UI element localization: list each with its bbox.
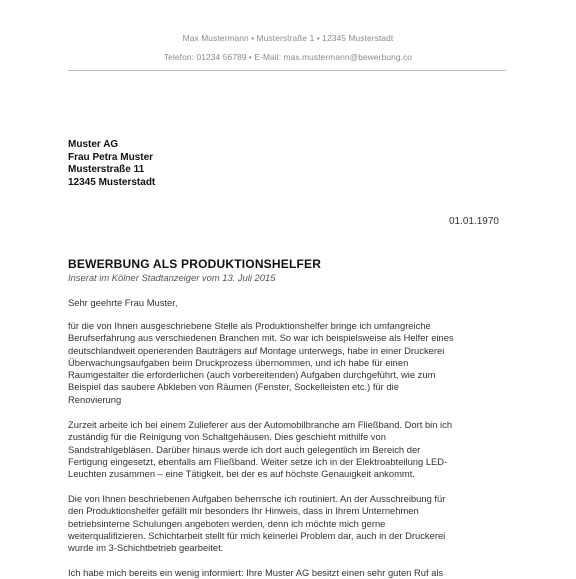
salutation: Sehr geehrte Frau Muster,	[68, 297, 178, 308]
recipient-address	[68, 139, 155, 189]
recipient-city: 12345 Musterstadt	[68, 176, 156, 188]
letter-subject: BEWERBUNG ALS PRODUKTIONSHELFER	[68, 257, 322, 271]
body-paragraph-1	[68, 320, 508, 406]
sender-line-address: Max Mustermann • Musterstraße 1 • 12345 Musterstadt	[182, 33, 394, 43]
header-divider	[68, 70, 506, 71]
paragraph-line: für die von Ihnen ausgeschriebene Stelle als Produktionshelfer bringe ich umfangreiche	[68, 320, 431, 331]
job-ad-reference: Inserat im Kölner Stadtanzeiger vom 13. Juli 2015	[68, 272, 276, 283]
paragraph-line: betriebsinterne Schulungen angeboten werden, denn ich möchte mich gerne	[68, 517, 386, 529]
paragraph-line: deutschlandweit operierenden Bauträgers auf Montage unterwegs, habe in einer Druckerei	[68, 344, 445, 356]
paragraph-line: Renovierung	[68, 393, 122, 405]
sender-line-contact: Telefon: 01234 56789 • E-Mail: max.mustermann@bewerbung.co	[163, 52, 413, 62]
body-paragraph-4	[68, 567, 508, 579]
paragraph-line: weiterqualifizieren. Schichtarbeit stellt für mich keinerlei Problem dar, auch in der Druckerei	[68, 529, 446, 541]
paragraph-line: Leuchten zusammen – eine Tätigkeit, bei der es auf höchste Genauigkeit ankommt.	[68, 468, 415, 480]
paragraph-line: Zurzeit arbeite ich bei einem Zulieferer aus der Automobilbranche am Fließband. Dort bin ich	[68, 419, 453, 430]
paragraph-line: den Produktionshelfer gefällt mir besonders Ihr Hinweis, dass in Ihrem Unternehmen	[68, 505, 419, 517]
paragraph-line: Fertigung eingesetzt, ebenfalls am Fließband. Weiter setze ich in der Elektroabteilung LED-	[68, 455, 448, 467]
letter-date: 01.01.1970	[448, 216, 499, 227]
body-paragraph-2	[68, 419, 508, 480]
recipient-contact: Frau Petra Muster	[68, 151, 154, 163]
paragraph-line: Raumgestalter die erforderlichen (auch vorbereitenden) Aufgaben durchgeführt, wie zum	[68, 369, 436, 381]
paragraph-line: Ich habe mich bereits ein wenig informiert: Ihre Muster AG besitzt einen sehr guten Ruf als	[68, 567, 444, 578]
paragraph-line: Überwachungsaufgaben beim Druckprozess übernommen, und ich habe für einen	[68, 356, 409, 368]
paragraph-line: Berufserfahrung aus verschiedenen Branchen mit. So war ich beispielsweise als Helfer eines	[68, 332, 454, 344]
body-paragraph-3	[68, 493, 508, 554]
paragraph-line: wurde im 3-Schichtbetrieb gearbeitet.	[68, 542, 224, 554]
recipient-company: Muster AG	[68, 139, 119, 150]
paragraph-line: Beispiel das saubere Abkleben von Räumen (Fenster, Sockelleisten etc.) für die	[68, 381, 399, 393]
recipient-street: Musterstraße 11	[68, 164, 145, 175]
paragraph-line: zuständig für die Reinigung von Schaltgehäusen. Dies geschieht mithilfe von	[68, 431, 386, 443]
paragraph-line: Sandstrahlgebläsen. Darüber hinaus werde ich dort auch gelegentlich im Bereich der	[68, 443, 421, 455]
paragraph-line: Die von Ihnen beschriebenen Aufgaben beherrsche ich routiniert. An der Ausschreibung für	[68, 493, 446, 504]
